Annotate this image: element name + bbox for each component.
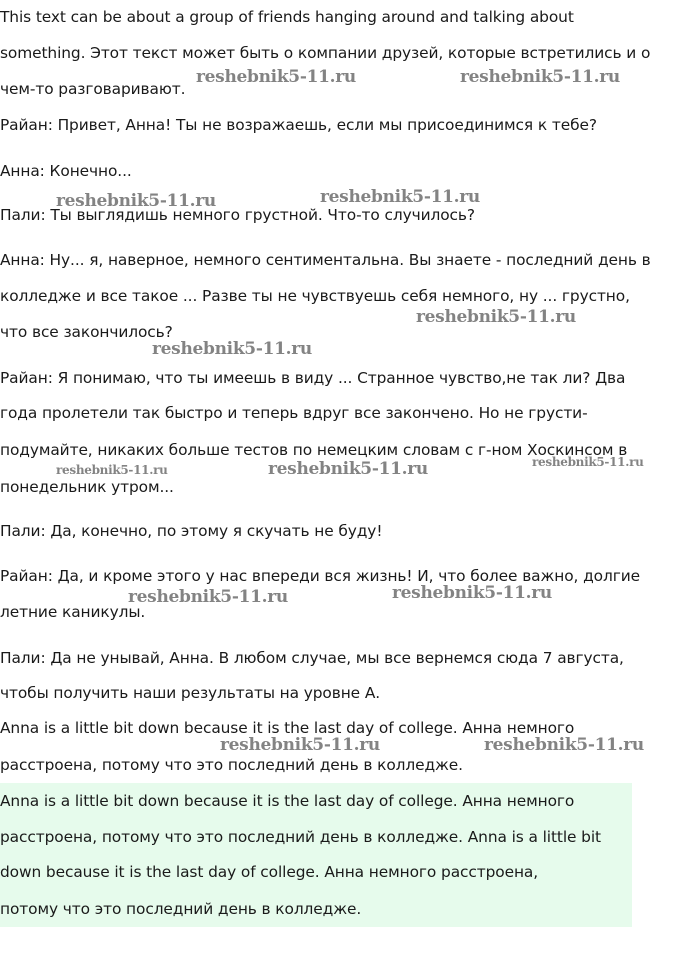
watermark: reshebnik5-11.ru bbox=[152, 339, 312, 359]
text-line: летние каникулы. bbox=[0, 603, 146, 621]
watermark: reshebnik5-11.ru bbox=[416, 307, 576, 327]
text-line: понедельник утром... bbox=[0, 478, 174, 496]
text-line: down because it is the last day of college. Анна немного расстроена, bbox=[0, 863, 539, 881]
watermark: reshebnik5-11.ru bbox=[320, 187, 480, 207]
pali-line-1: Пали: Ты выглядишь немного грустной. Что-то случилось? bbox=[0, 206, 475, 224]
watermark: reshebnik5-11.ru bbox=[268, 459, 428, 479]
watermark: reshebnik5-11.ru bbox=[196, 67, 356, 87]
ryan-line-1: Райан: Привет, Анна! Ты не возражаешь, если мы присоединимся к тебе? bbox=[0, 116, 597, 134]
text-line: This text can be about a group of friends hanging around and talking about bbox=[0, 8, 574, 26]
watermark: reshebnik5-11.ru bbox=[56, 191, 216, 211]
text-line: something. Этот текст может быть о компании друзей, которые встретились и о bbox=[0, 44, 651, 62]
text-line: колледже и все такое ... Разве ты не чувствуешь себя немного, ну ... грустно, bbox=[0, 287, 630, 305]
text-line: Райан: Да, и кроме этого у нас впереди вся жизнь! И, что более важно, долгие bbox=[0, 567, 640, 585]
text-line: что все закончилось? bbox=[0, 323, 173, 341]
text-line: Пали: Да не унывай, Анна. В любом случае, мы все вернемся сюда 7 августа, bbox=[0, 649, 624, 667]
watermark: reshebnik5-11.ru bbox=[460, 67, 620, 87]
text-line: подумайте, никаких больше тестов по немецким словам с г-ном Хоскинсом в bbox=[0, 441, 628, 459]
watermark: reshebnik5-11.ru bbox=[56, 463, 168, 477]
watermark: reshebnik5-11.ru bbox=[392, 583, 552, 603]
text-line: Anna is a little bit down because it is the last day of college. Анна немного bbox=[0, 792, 575, 810]
text-line: потому что это последний день в колледже. bbox=[0, 900, 362, 918]
text-line: чем-то разговаривают. bbox=[0, 80, 186, 98]
text-line: расстроена, потому что это последний день в колледже. bbox=[0, 756, 463, 774]
text-line: года пролетели так быстро и теперь вдруг все закончено. Но не грусти- bbox=[0, 404, 588, 422]
text-line: Анна: Ну... я, наверное, немного сентиментальна. Вы знаете - последний день в bbox=[0, 251, 651, 269]
watermark: reshebnik5-11.ru bbox=[484, 735, 644, 755]
text-line: чтобы получить наши результаты на уровне А. bbox=[0, 684, 381, 702]
watermark: reshebnik5-11.ru bbox=[128, 587, 288, 607]
pali-line-2: Пали: Да, конечно, по этому я скучать не буду! bbox=[0, 522, 383, 540]
text-line: расстроена, потому что это последний день в колледже. Anna is a little bit bbox=[0, 828, 601, 846]
text-line: Anna is a little bit down because it is the last day of college. Анна немного bbox=[0, 719, 575, 737]
anna-line-1: Анна: Конечно... bbox=[0, 162, 132, 180]
watermark: reshebnik5-11.ru bbox=[220, 735, 380, 755]
watermark: reshebnik5-11.ru bbox=[532, 455, 644, 469]
text-line: Райан: Я понимаю, что ты имеешь в виду ... Странное чувство,не так ли? Два bbox=[0, 369, 626, 387]
